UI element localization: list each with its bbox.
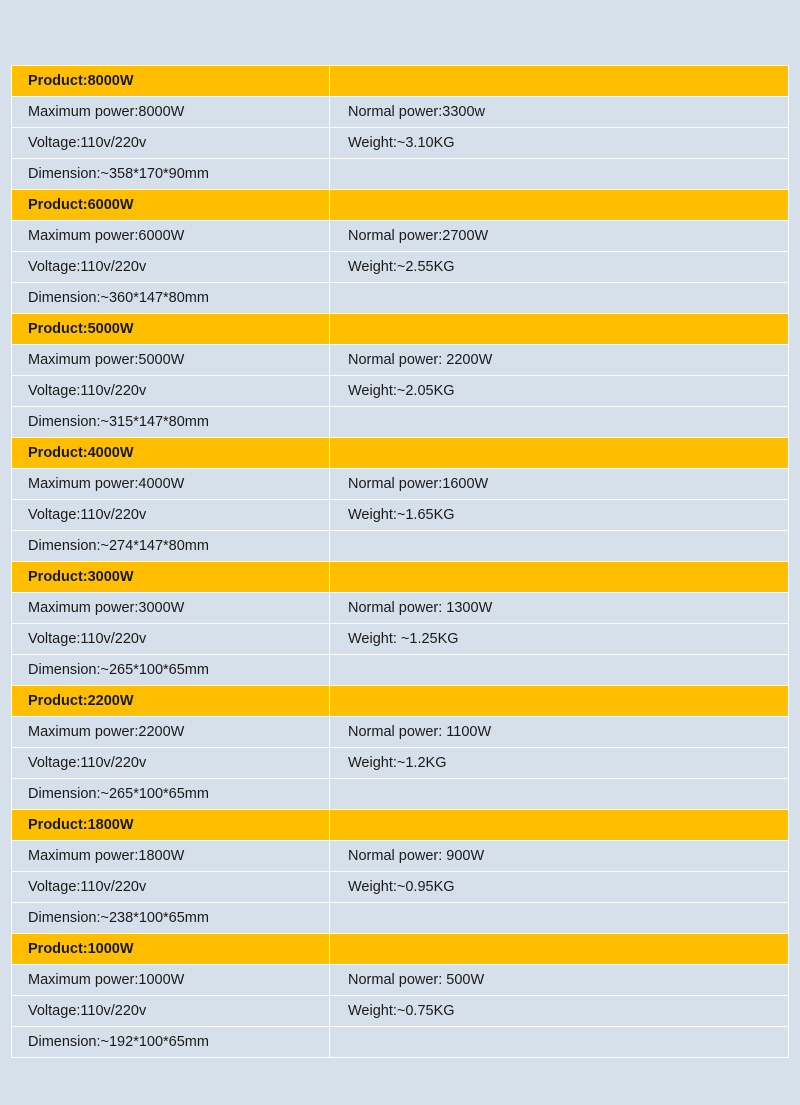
normal-power-cell: Normal power: 900W bbox=[330, 841, 789, 872]
normal-power-cell: Normal power:3300w bbox=[330, 97, 789, 128]
weight-cell: Weight:~0.95KG bbox=[330, 872, 789, 903]
spec-row bbox=[12, 624, 789, 655]
dimension-cell: Dimension:~265*100*65mm bbox=[12, 779, 330, 810]
dimension-cell: Dimension:~265*100*65mm bbox=[12, 655, 330, 686]
voltage-cell: Voltage:110v/220v bbox=[12, 252, 330, 283]
normal-power-cell: Normal power: 1300W bbox=[330, 593, 789, 624]
normal-power-cell: Normal power:2700W bbox=[330, 221, 789, 252]
normal-power-cell: Normal power:1600W bbox=[330, 469, 789, 500]
spec-row bbox=[12, 1027, 789, 1058]
spec-row bbox=[12, 159, 789, 190]
spec-row bbox=[12, 345, 789, 376]
empty-cell bbox=[330, 190, 789, 221]
voltage-cell: Voltage:110v/220v bbox=[12, 376, 330, 407]
empty-cell bbox=[330, 655, 789, 686]
product-header-row bbox=[12, 190, 789, 221]
empty-cell bbox=[330, 562, 789, 593]
weight-cell: Weight: ~1.25KG bbox=[330, 624, 789, 655]
empty-cell bbox=[330, 779, 789, 810]
weight-cell: Weight:~3.10KG bbox=[330, 128, 789, 159]
max-power-cell: Maximum power:1800W bbox=[12, 841, 330, 872]
voltage-cell: Voltage:110v/220v bbox=[12, 748, 330, 779]
spec-row bbox=[12, 252, 789, 283]
dimension-cell: Dimension:~238*100*65mm bbox=[12, 903, 330, 934]
spec-row bbox=[12, 531, 789, 562]
product-header-row bbox=[12, 686, 789, 717]
weight-cell: Weight:~0.75KG bbox=[330, 996, 789, 1027]
spec-row bbox=[12, 407, 789, 438]
spec-row bbox=[12, 903, 789, 934]
product-header-row bbox=[12, 562, 789, 593]
voltage-cell: Voltage:110v/220v bbox=[12, 996, 330, 1027]
dimension-cell: Dimension:~192*100*65mm bbox=[12, 1027, 330, 1058]
spec-row bbox=[12, 376, 789, 407]
product-title: Product:1000W bbox=[12, 934, 330, 965]
product-title: Product:4000W bbox=[12, 438, 330, 469]
voltage-cell: Voltage:110v/220v bbox=[12, 128, 330, 159]
weight-cell: Weight:~2.55KG bbox=[330, 252, 789, 283]
empty-cell bbox=[330, 1027, 789, 1058]
empty-cell bbox=[330, 283, 789, 314]
max-power-cell: Maximum power:4000W bbox=[12, 469, 330, 500]
product-header-row bbox=[12, 66, 789, 97]
dimension-cell: Dimension:~358*170*90mm bbox=[12, 159, 330, 190]
spec-row bbox=[12, 872, 789, 903]
voltage-cell: Voltage:110v/220v bbox=[12, 872, 330, 903]
dimension-cell: Dimension:~315*147*80mm bbox=[12, 407, 330, 438]
max-power-cell: Maximum power:3000W bbox=[12, 593, 330, 624]
weight-cell: Weight:~2.05KG bbox=[330, 376, 789, 407]
spec-row bbox=[12, 283, 789, 314]
product-header-row bbox=[12, 438, 789, 469]
product-title: Product:1800W bbox=[12, 810, 330, 841]
max-power-cell: Maximum power:5000W bbox=[12, 345, 330, 376]
normal-power-cell: Normal power: 2200W bbox=[330, 345, 789, 376]
product-header-row bbox=[12, 810, 789, 841]
empty-cell bbox=[330, 810, 789, 841]
spec-row bbox=[12, 128, 789, 159]
spec-row bbox=[12, 593, 789, 624]
max-power-cell: Maximum power:2200W bbox=[12, 717, 330, 748]
spec-row bbox=[12, 748, 789, 779]
max-power-cell: Maximum power:8000W bbox=[12, 97, 330, 128]
empty-cell bbox=[330, 66, 789, 97]
spec-row bbox=[12, 500, 789, 531]
product-header-row bbox=[12, 934, 789, 965]
empty-cell bbox=[330, 686, 789, 717]
spec-row bbox=[12, 717, 789, 748]
spec-row bbox=[12, 655, 789, 686]
empty-cell bbox=[330, 531, 789, 562]
product-title: Product:6000W bbox=[12, 190, 330, 221]
dimension-cell: Dimension:~274*147*80mm bbox=[12, 531, 330, 562]
spec-row bbox=[12, 469, 789, 500]
max-power-cell: Maximum power:1000W bbox=[12, 965, 330, 996]
product-spec-table bbox=[11, 65, 789, 1058]
normal-power-cell: Normal power: 1100W bbox=[330, 717, 789, 748]
weight-cell: Weight:~1.65KG bbox=[330, 500, 789, 531]
empty-cell bbox=[330, 903, 789, 934]
spec-row bbox=[12, 996, 789, 1027]
empty-cell bbox=[330, 159, 789, 190]
spec-row bbox=[12, 97, 789, 128]
spec-row bbox=[12, 965, 789, 996]
product-title: Product:8000W bbox=[12, 66, 330, 97]
spec-table-body bbox=[12, 66, 789, 1058]
empty-cell bbox=[330, 407, 789, 438]
voltage-cell: Voltage:110v/220v bbox=[12, 624, 330, 655]
spec-row bbox=[12, 841, 789, 872]
max-power-cell: Maximum power:6000W bbox=[12, 221, 330, 252]
dimension-cell: Dimension:~360*147*80mm bbox=[12, 283, 330, 314]
empty-cell bbox=[330, 314, 789, 345]
weight-cell: Weight:~1.2KG bbox=[330, 748, 789, 779]
product-title: Product:5000W bbox=[12, 314, 330, 345]
spec-row bbox=[12, 779, 789, 810]
product-title: Product:3000W bbox=[12, 562, 330, 593]
product-title: Product:2200W bbox=[12, 686, 330, 717]
empty-cell bbox=[330, 934, 789, 965]
spec-row bbox=[12, 221, 789, 252]
voltage-cell: Voltage:110v/220v bbox=[12, 500, 330, 531]
product-header-row bbox=[12, 314, 789, 345]
empty-cell bbox=[330, 438, 789, 469]
normal-power-cell: Normal power: 500W bbox=[330, 965, 789, 996]
